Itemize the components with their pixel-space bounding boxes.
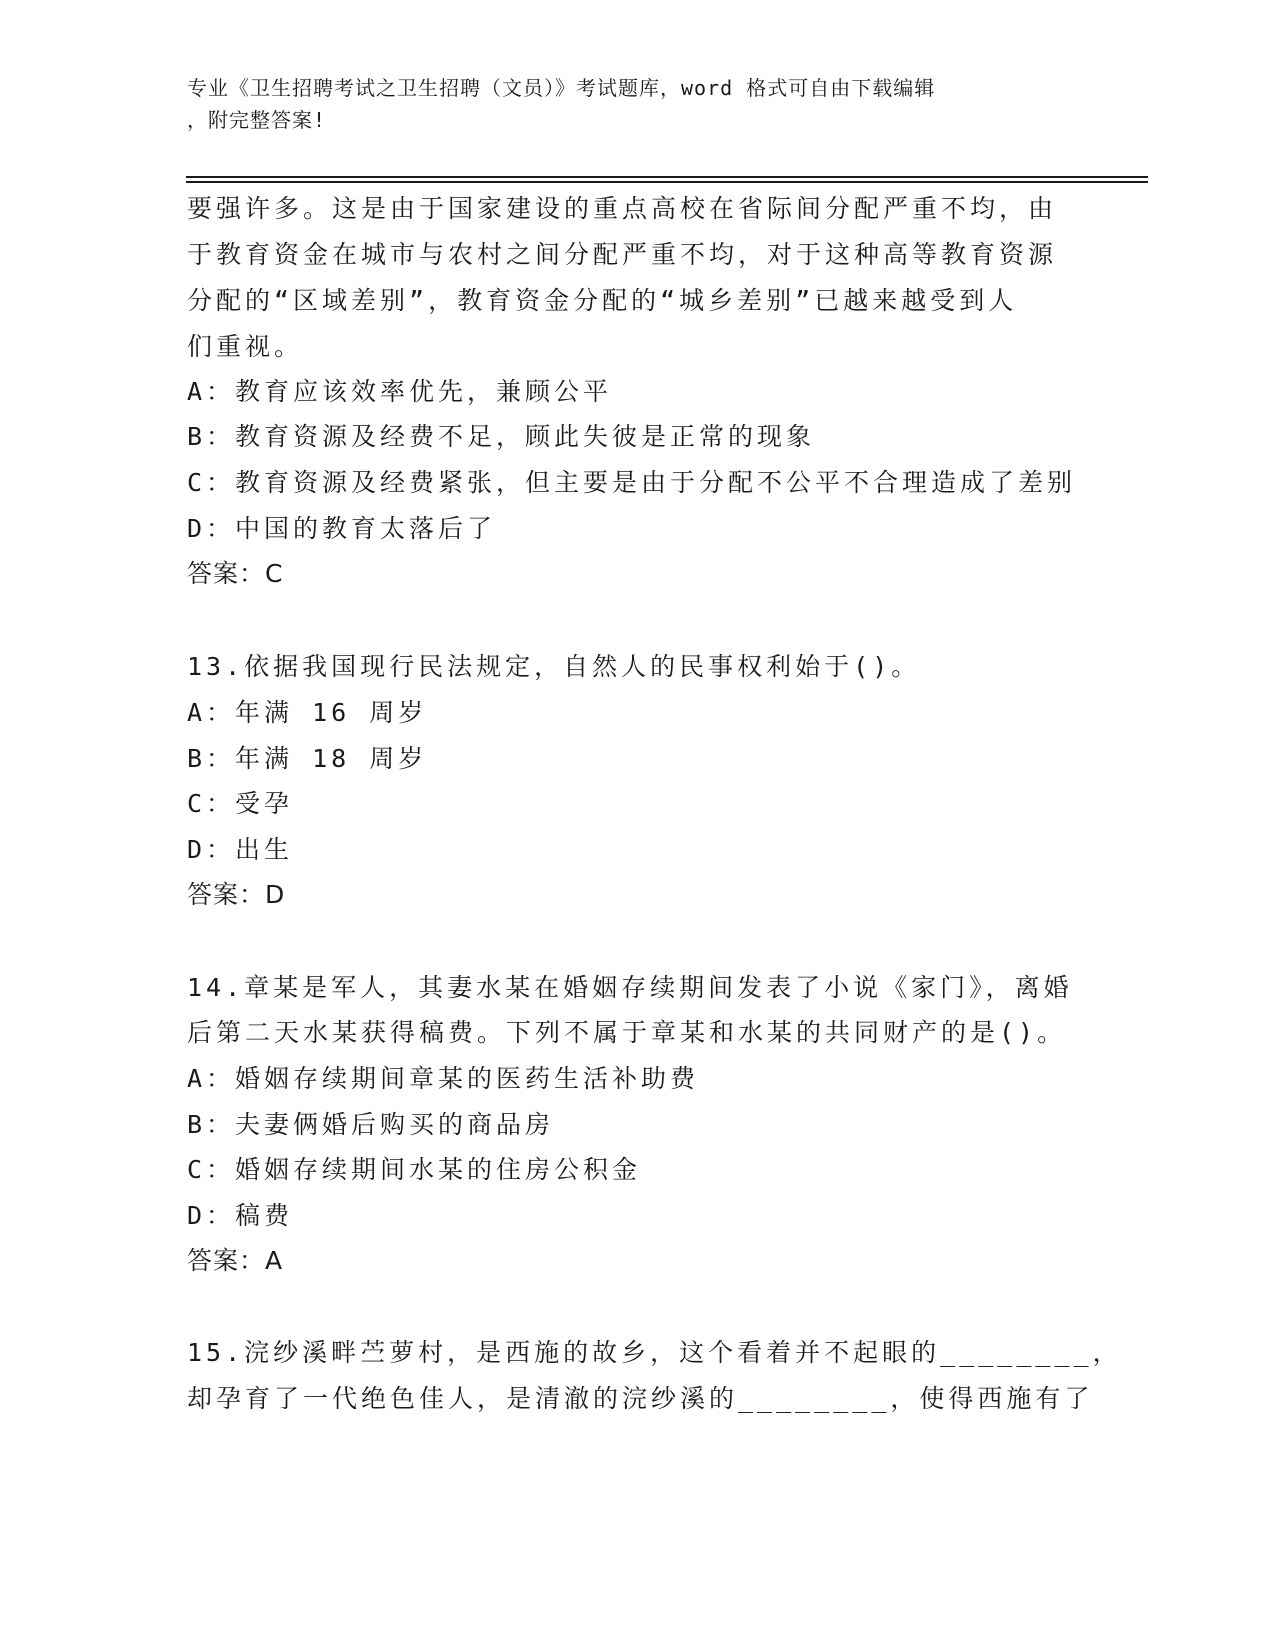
header-divider-bottom — [186, 181, 1148, 183]
q14-answer: 答案：A — [187, 1246, 284, 1275]
header-divider-top — [186, 176, 1148, 178]
document-header — [187, 72, 1067, 136]
q15-stem-line-2: 却孕育了一代绝色佳人，是清澈的浣纱溪的________，使得西施有了 — [187, 1384, 1094, 1413]
q12-option-d: D：中国的教育太落后了 — [187, 514, 497, 543]
header-line-2: ，附完整答案! — [187, 108, 327, 132]
q12-option-a: A：教育应该效率优先，兼顾公平 — [187, 377, 613, 406]
q13-stem-line-1: 13.依据我国现行民法规定，自然人的民事权利始于()。 — [187, 652, 921, 681]
q14-stem-line-2: 后第二天水某获得稿费。下列不属于章某和水某的共同财产的是()。 — [187, 1018, 1067, 1047]
q13-option-b: B：年满 18 周岁 — [187, 744, 428, 773]
q13-answer: 答案：D — [187, 880, 286, 909]
q12-stem-line-3: 分配的“区域差别”，教育资金分配的“城乡差别”已越来越受到人 — [187, 286, 1018, 315]
q14-option-b: B：夫妻俩婚后购买的商品房 — [187, 1110, 555, 1139]
q12-option-b: B：教育资源及经费不足，顾此失彼是正常的现象 — [187, 422, 816, 451]
q14-option-a: A：婚姻存续期间章某的医药生活补助费 — [187, 1064, 700, 1093]
q12-stem-line-4: 们重视。 — [187, 332, 304, 361]
q13-option-d: D：出生 — [187, 835, 294, 864]
q14-option-d: D：稿费 — [187, 1201, 294, 1230]
q12-option-c: C：教育资源及经费紧张，但主要是由于分配不公平不合理造成了差别 — [187, 468, 1077, 497]
q15-stem-line-1: 15.浣纱溪畔苎萝村，是西施的故乡，这个看着并不起眼的________， — [187, 1338, 1122, 1367]
q13-option-c: C：受孕 — [187, 789, 294, 818]
q14-option-c: C：婚姻存续期间水某的住房公积金 — [187, 1155, 642, 1184]
q12-stem-line-2: 于教育资金在城市与农村之间分配严重不均，对于这种高等教育资源 — [187, 240, 1058, 269]
q12-answer: 答案：C — [187, 559, 284, 588]
header-line-1: 专业《卫生招聘考试之卫生招聘（文员）》考试题库，word 格式可自由下载编辑 — [187, 76, 936, 100]
q12-stem-line-1: 要强许多。这是由于国家建设的重点高校在省际间分配严重不均，由 — [187, 194, 1058, 223]
q13-option-a: A：年满 16 周岁 — [187, 698, 428, 727]
q14-stem-line-1: 14.章某是军人，其妻水某在婚姻存续期间发表了小说《家门》，离婚 — [187, 973, 1073, 1002]
